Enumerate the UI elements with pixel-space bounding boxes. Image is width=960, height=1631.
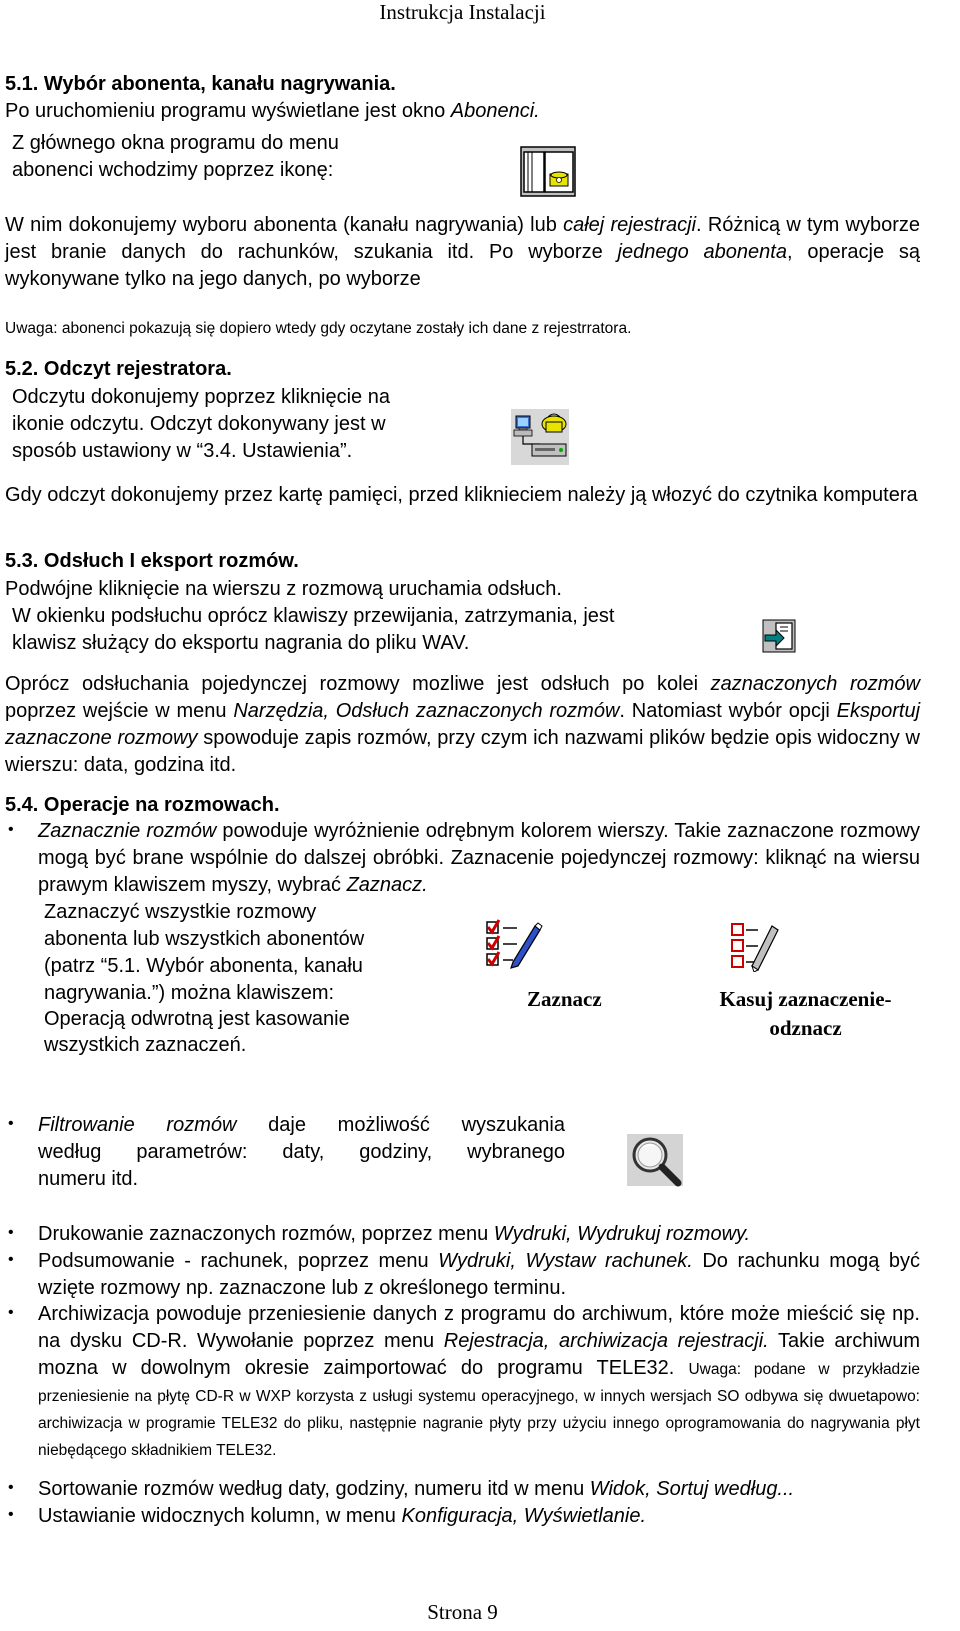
s54-bullet-print: Drukowanie zaznaczonych rozmów, poprzez menu Wydruki, Wydrukuj rozmowy. <box>38 1223 751 1245</box>
select-all-line3: (patrz “5.1. Wybór abonenta, kanału <box>44 955 363 977</box>
s54-bullet-summary: Podsumowanie - rachunek, poprzez menu Wydruki, Wystaw rachunek. Do rachunku mogą być wzięte rozmowy np. zaznaczone lub z określonego terminu. <box>38 1250 920 1299</box>
s52-paragraph: Gdy odczyt dokonujemy przez kartę pamięci, przed kliknieciem należy ją włozyć do czytnika komputera <box>5 484 918 506</box>
s52-line3: sposób ustawiony w “3.4. Ustawienia”. <box>12 440 353 462</box>
s54-bullet-select: Zaznacznie rozmów powoduje wyróżnienie odrębnym kolorem wierszy. Takie zaznaczone rozmowy mogą być brane wspólnie do dalszej obróbki. Zaznacenie pojedynczej rozmowy: kliknąć na wiersu prawym klawiszem myszy, wybrać Zaznacz. <box>38 820 920 896</box>
filter-line2: według parametrów: daty, godziny, wybranego <box>38 1141 565 1163</box>
s54-bullet-archive: Archiwizacja powoduje przeniesienie danych z programu do archiwum, które może mieścić się np. na dysku CD-R. Wywołanie poprzez menu Rejestracja, archiwizacja rejestracji. Takie archiwum mozna w dowolnym okresie zaimportować do programu TELE32. Uwaga: podane w przykładzie przeniesienie na płytę CD-R w WXP korzysta z usługi systemu operacyjnego, w innych wersjach SO odbywa się dwuetapowo: archiwizacja w programie TELE32 do pliku, następnie nagranie płyty przy użyciu innego oprogramowania do nagrywania płyt niebędącego składnikiem TELE32. <box>38 1303 920 1459</box>
section-5-2-heading: 5.2. Odczyt rejestratora. <box>5 358 232 380</box>
read-recorder-icon[interactable] <box>510 408 570 466</box>
page-header: Instrukcja Instalacji <box>379 0 546 24</box>
select-all-icon[interactable] <box>483 918 543 970</box>
section-5-4-heading: 5.4. Operacje na rozmowach. <box>5 794 280 816</box>
s51-line2: Z głównego okna programu do menu <box>12 132 339 154</box>
s51-line3: abonenci wchodzimy poprzez ikonę: <box>12 159 334 181</box>
bullet-marker: • <box>8 1506 14 1523</box>
export-wav-icon[interactable] <box>762 619 796 653</box>
section-5-1-heading: 5.1. Wybór abonenta, kanału nagrywania. <box>5 73 396 95</box>
s52-line2: ikonie odczytu. Odczyt dokonywany jest w <box>12 413 386 435</box>
s53-paragraph: Oprócz odsłuchania pojedynczej rozmowy mozliwe jest odsłuch po kolei zaznaczonych rozmów poprzez wejście w menu Narzędzia, Odsłuch zaznaczonych rozmów. Natomiast wybór opcji Eksportuj zaznaczone rozmowy spowoduje zapis rozmów, przy czym ich nazwami plików będzie opis widoczny w wierszu: data, godzina itd. <box>5 673 921 776</box>
filter-line1: Filtrowanie rozmów daje możliwość wyszukania <box>38 1114 565 1136</box>
magnifier-icon[interactable] <box>626 1133 684 1187</box>
select-all-line2: abonenta lub wszystkich abonentów <box>44 928 365 950</box>
bullet-marker: • <box>8 1304 14 1321</box>
bullet-marker: • <box>8 1115 14 1132</box>
bullet-marker: • <box>8 1479 14 1496</box>
select-all-line1: Zaznaczyć wszystkie rozmowy <box>44 901 317 923</box>
s53-line2: W okienku podsłuchu oprócz klawiszy przewijania, zatrzymania, jest <box>12 605 615 627</box>
s51-line1: Po uruchomieniu programu wyświetlane jest okno Abonenci. <box>5 100 540 122</box>
select-all-line5: Operacją odwrotną jest kasowanie <box>44 1008 350 1030</box>
clear-caption-line2: odznacz <box>769 1016 842 1040</box>
phone-book-icon[interactable] <box>518 144 578 199</box>
s51-paragraph: W nim dokonujemy wyboru abonenta (kanału nagrywania) lub całej rejestracji. Różnicą w tym wyborze jest branie danych do rachunków, szukania itd. Po wyborze jednego abonenta, operacje są wykonywane tylko na jego danych, po wyborze <box>5 214 921 290</box>
s54-bullet-columns: Ustawianie widocznych kolumn, w menu Konfiguracja, Wyświetlanie. <box>38 1505 647 1527</box>
s51-note: Uwaga: abonenci pokazują się dopiero wtedy gdy oczytane zostały ich dane z rejestrratora. <box>5 320 632 337</box>
bullet-marker: • <box>8 1224 14 1241</box>
bullet-marker: • <box>8 1251 14 1268</box>
filter-line3: numeru itd. <box>38 1168 139 1190</box>
select-all-line6: wszystkich zaznaczeń. <box>44 1034 247 1056</box>
page-footer: Strona 9 <box>427 1600 498 1624</box>
s53-line1: Podwójne kliknięcie na wierszu z rozmową uruchamia odsłuch. <box>5 578 562 600</box>
s53-line3: klawisz służący do eksportu nagrania do pliku WAV. <box>12 632 470 654</box>
s54-bullet-sort: Sortowanie rozmów według daty, godziny, numeru itd w menu Widok, Sortuj według... <box>38 1478 795 1500</box>
select-all-line4: nagrywania.”) można klawiszem: <box>44 982 335 1004</box>
select-caption: Zaznacz <box>527 987 602 1011</box>
clear-selection-icon[interactable] <box>726 920 780 972</box>
section-5-3-heading: 5.3. Odsłuch I eksport rozmów. <box>5 550 299 572</box>
bullet-marker: • <box>8 821 14 838</box>
clear-caption-line1: Kasuj zaznaczenie- <box>719 987 892 1011</box>
s52-line1: Odczytu dokonujemy poprzez kliknięcie na <box>12 386 390 408</box>
